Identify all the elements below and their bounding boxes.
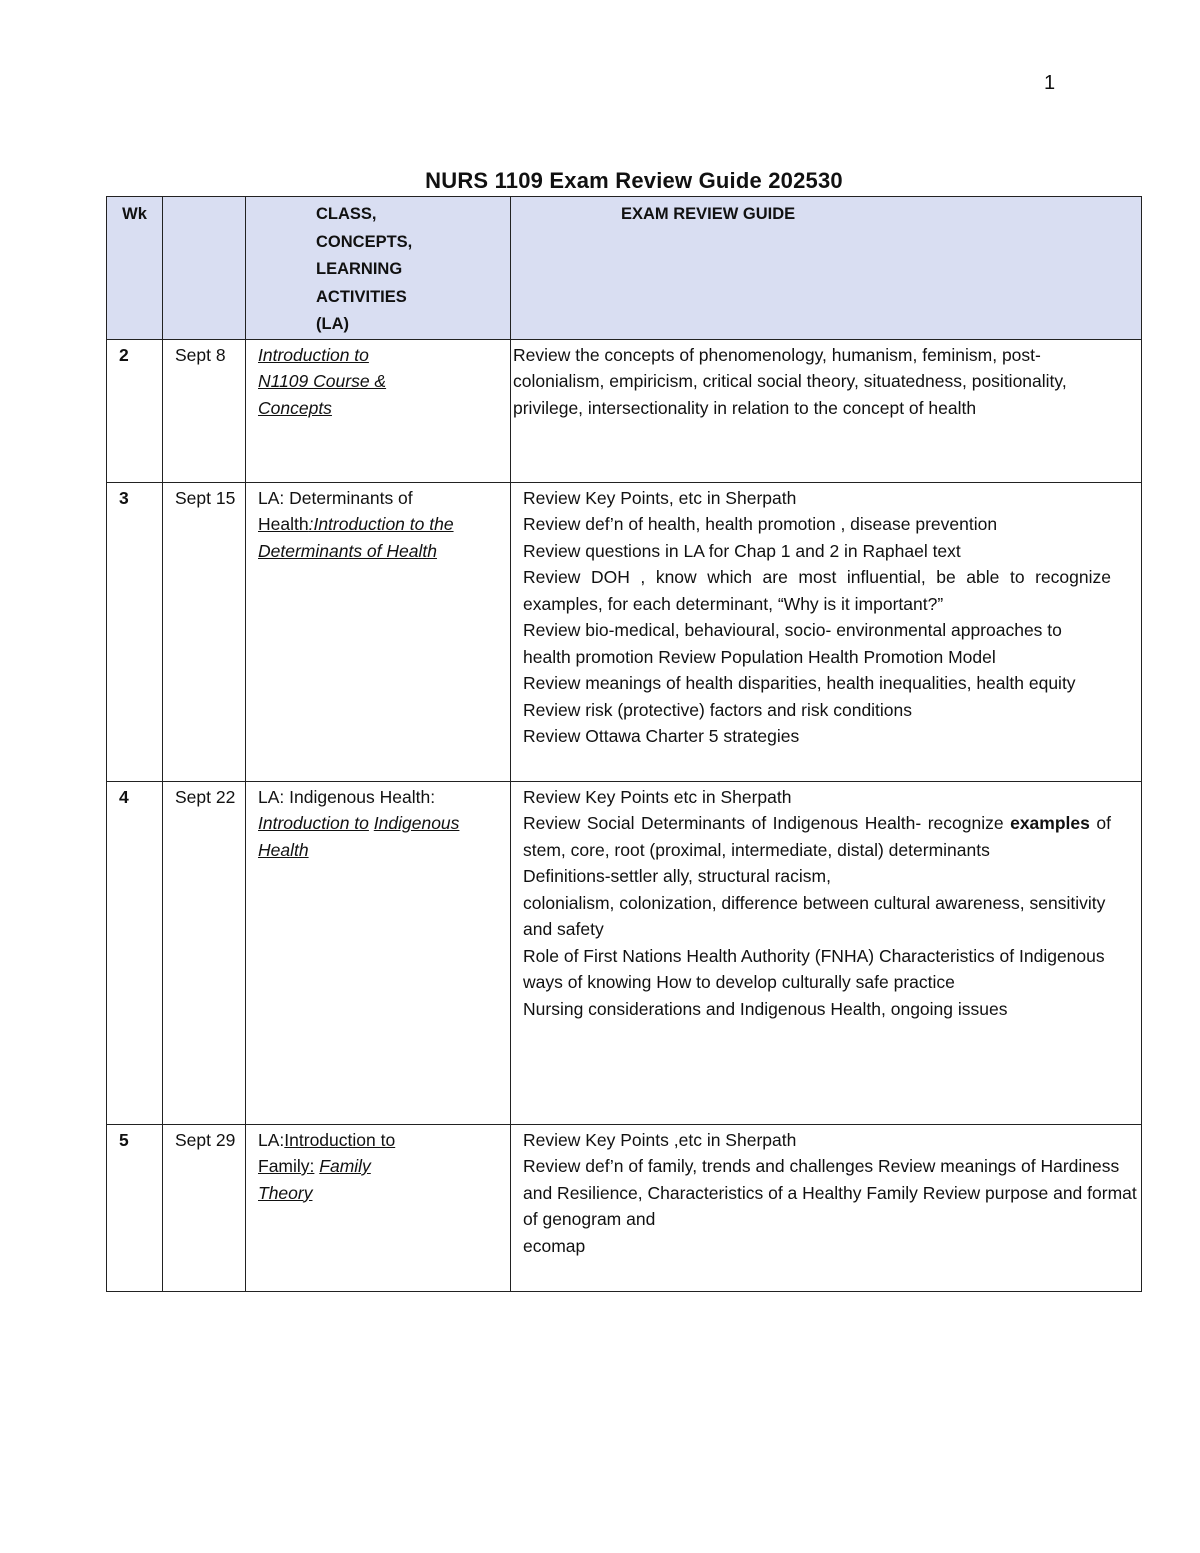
review-line: ecomap [523,1235,586,1256]
row-date: Sept 15 [163,482,246,781]
review-line: Definitions-settler ally, structural racism, [523,866,831,886]
topic-link[interactable]: Indigenous [373,813,460,833]
header-concepts [246,197,511,340]
table-row [107,781,1142,1124]
row-topic [246,1124,511,1291]
review-line: colonialism, colonization, difference between cultural awareness, sensitivity and safety [523,892,1106,939]
topic-prefix: LA: Determinants of [258,487,413,508]
review-text: of stem, core, root (proximal, intermediate, distal) determinants [523,813,1111,860]
review-line: Review def’n of family, trends and challenges Review meanings of Hardiness [523,1156,1120,1176]
topic-prefix: LA: Indigenous Health: [258,786,436,807]
review-line [523,810,1111,863]
row-topic [246,781,511,1124]
row-week: 2 [107,339,163,482]
topic-link[interactable]: N1109 Course & [258,371,387,391]
review-line: Review bio-medical, behavioural, socio- environmental approaches to health promotion Review Population Health Promotion Model [523,620,1062,667]
table-row [107,482,1142,781]
topic-link[interactable]: Introduction to [284,1129,396,1150]
topic-link[interactable]: :Introduction to the [308,514,454,534]
review-line: Nursing considerations and Indigenous Health, ongoing issues [523,998,1008,1019]
row-date: Sept 29 [163,1124,246,1291]
review-line: Review meanings of health disparities, health inequalities, health equity [523,673,1076,693]
row-date: Sept 8 [163,339,246,482]
row-week: 5 [107,1124,163,1291]
review-line: Review questions in LA for Chap 1 and 2 in Raphael text [523,540,961,561]
table-row [107,1124,1142,1291]
topic-link[interactable]: Concepts [258,397,332,418]
table-header-row [107,197,1142,340]
header-concepts-line: CLASS, [316,205,377,223]
row-review [511,1124,1142,1291]
header-concepts-line: CONCEPTS, [316,232,413,251]
page-number: 1 [1044,72,1056,94]
header-date [163,197,246,340]
topic-link[interactable]: Health [258,839,309,860]
header-concepts-line: LEARNING [316,260,403,278]
topic-plain[interactable]: Health [258,514,309,534]
review-bold-text: examples [1010,813,1090,833]
header-wk: Wk [107,197,163,340]
review-line: Review DOH , know which are most influential, be able to recognize examples, for each determinant, “Why is it important?” [523,567,1111,614]
header-concepts-line: ACTIVITIES [316,287,407,306]
topic-prefix: LA: [258,1129,285,1150]
row-topic [246,339,511,482]
review-line: Review def’n of health, health promotion , disease prevention [523,514,998,534]
review-line: Review risk (protective) factors and risk conditions [523,699,913,720]
header-review: EXAM REVIEW GUIDE [511,197,1142,340]
review-line: Review Key Points etc in Sherpath [523,786,792,807]
review-line: and Resilience, Characteristics of a Healthy Family Review purpose and format of genogram and [523,1182,1137,1229]
review-text: Review the concepts of phenomenology, humanism, feminism, post-colonialism, empiricism, critical social theory, situatedness, positionality, privilege, intersectionality in relation to the concept of health [513,344,1067,418]
table-row [107,339,1142,482]
row-topic [246,482,511,781]
review-line: Review Key Points, etc in Sherpath [523,487,797,508]
row-week: 3 [107,482,163,781]
review-table [106,196,1142,1292]
topic-link[interactable]: Family: [258,1156,315,1176]
row-review [511,482,1142,781]
review-line: Review Ottawa Charter 5 strategies [523,726,800,746]
topic-link[interactable]: Introduction to [258,344,369,365]
row-date: Sept 22 [163,781,246,1124]
review-line: Review Key Points ,etc in Sherpath [523,1129,797,1150]
header-concepts-line: (LA) [316,315,349,333]
topic-link[interactable]: Introduction to [258,813,369,833]
topic-link[interactable]: Family [319,1156,371,1176]
row-week: 4 [107,781,163,1124]
document-title: NURS 1109 Exam Review Guide 202530 [425,168,843,193]
row-review [511,781,1142,1124]
review-line: Role of First Nations Health Authority (FNHA) Characteristics of Indigenous ways of knowing How to develop culturally safe practice [523,945,1105,992]
topic-link[interactable]: Determinants of Health [258,540,437,561]
review-text: Review Social Determinants of Indigenous Health- recognize [523,813,1004,833]
row-review [511,339,1142,482]
topic-link[interactable]: Theory [258,1182,313,1203]
